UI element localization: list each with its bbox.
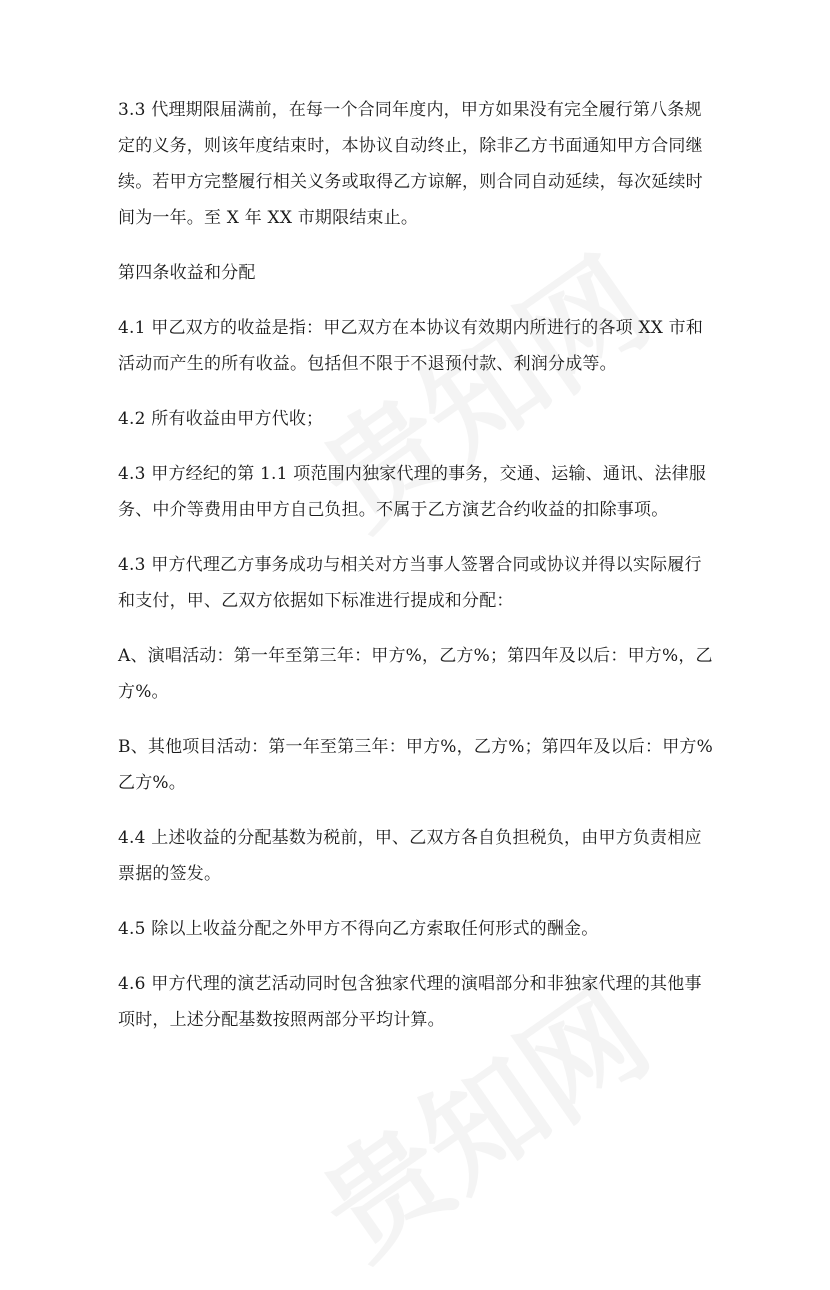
section-heading-4: 第四条收益和分配	[118, 263, 256, 283]
paragraph-4-3-b: 4.3 甲方代理乙方事务成功与相关对方当事人签署合同或协议并得以实际履行和支付，甲、乙双方依据如下标准进行提成和分配：	[118, 555, 702, 611]
paragraph-4-1: 4.1 甲乙双方的收益是指：甲乙双方在本协议有效期内所进行的各项 XX 市和活动而产生的所有收益。包括但不限于不退预付款、利润分成等。	[118, 318, 704, 374]
paragraph-4-2: 4.2 所有收益由甲方代收；	[118, 409, 324, 429]
paragraph-3-3: 3.3 代理期限届满前，在每一个合同年度内，甲方如果没有完全履行第八条规定的义务，则该年度结束时，本协议自动终止，除非乙方书面通知甲方合同继续。若甲方完整履行相关义务或取得乙方谅解，则合同自动延续，每次延续时间为一年。至 X 年 XX 市期限结束止。	[118, 100, 703, 228]
paragraph-4-6: 4.6 甲方代理的演艺活动同时包含独家代理的演唱部分和非独家代理的其他事项时，上述分配基数按照两部分平均计算。	[118, 974, 702, 1030]
paragraph-item-b: B、其他项目活动：第一年至第三年：甲方%，乙方%；第四年及以后：甲方%乙方%。	[118, 737, 713, 793]
paragraph-4-5: 4.5 除以上收益分配之外甲方不得向乙方索取任何形式的酬金。	[118, 919, 599, 939]
paragraph-item-a: A、演唱活动：第一年至第三年：甲方%，乙方%；第四年及以后：甲方%，乙方%。	[118, 646, 713, 702]
paragraph-4-3-a: 4.3 甲方经纪的第 1.1 项范围内独家代理的事务，交通、运输、通讯、法律服务、中介等费用由甲方自己负担。不属于乙方演艺合约收益的扣除事项。	[118, 464, 707, 520]
paragraph-4-4: 4.4 上述收益的分配基数为税前，甲、乙双方各自负担税负，由甲方负责相应票据的签发。	[118, 828, 702, 884]
document-body	[118, 92, 718, 1057]
